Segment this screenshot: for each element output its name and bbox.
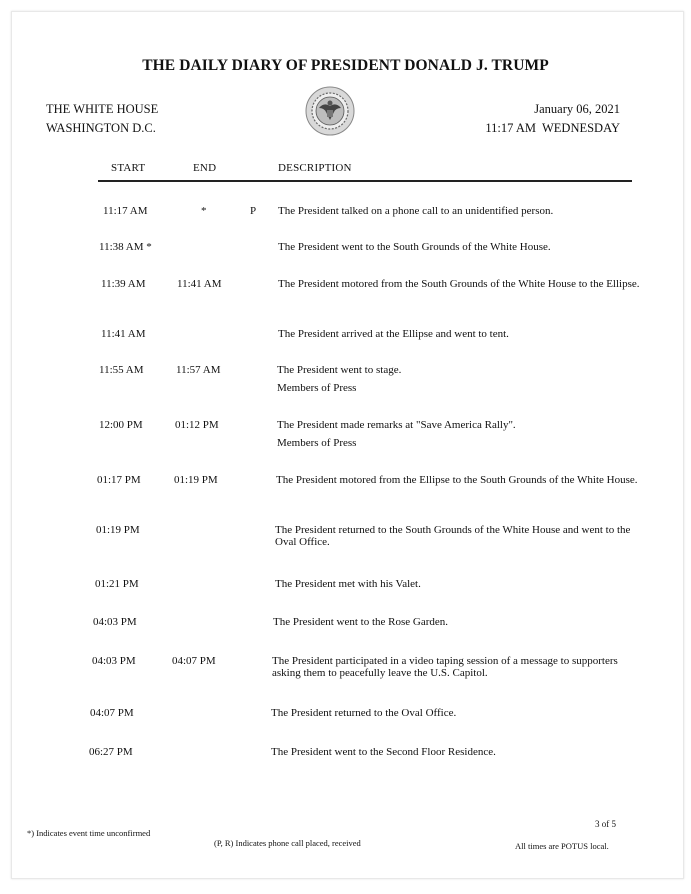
entry-description-text: The President talked on a phone call to an unidentified person. bbox=[278, 205, 554, 217]
location-line-2: WASHINGTON D.C. bbox=[46, 121, 156, 135]
column-header-start: START bbox=[111, 162, 146, 174]
entry-phone-flag: P bbox=[250, 205, 257, 217]
entry-description bbox=[278, 328, 643, 340]
entry-start-time: 11:38 AM * bbox=[99, 241, 152, 253]
entry-end-time: * bbox=[201, 205, 207, 217]
entry-description bbox=[278, 205, 643, 217]
entry-description bbox=[277, 419, 642, 449]
presidential-seal-icon bbox=[305, 86, 355, 136]
entry-end-time: 01:19 PM bbox=[174, 474, 218, 486]
entry-description-text: The President made remarks at "Save America Rally". bbox=[277, 419, 516, 431]
entry-participants: Members of Press bbox=[277, 437, 357, 449]
entry-description bbox=[272, 655, 637, 679]
entry-participants: Members of Press bbox=[277, 382, 357, 394]
entry-description bbox=[276, 474, 641, 486]
column-header-description: DESCRIPTION bbox=[278, 162, 352, 174]
diary-time-day: 11:17 AM WEDNESDAY bbox=[485, 121, 620, 135]
entry-description-text: The President participated in a video taping session of a message to supporters asking them to peacefully leave the U.S. Capitol. bbox=[272, 655, 618, 679]
entry-description bbox=[275, 524, 640, 548]
entry-end-time: 11:57 AM bbox=[176, 364, 221, 376]
diary-date: January 06, 2021 bbox=[534, 102, 620, 116]
date-block bbox=[485, 100, 620, 138]
entry-start-time: 12:00 PM bbox=[99, 419, 143, 431]
entry-description bbox=[271, 707, 636, 719]
entry-end-time: 01:12 PM bbox=[175, 419, 219, 431]
entry-start-time: 11:55 AM bbox=[99, 364, 144, 376]
entry-description-text: The President returned to the Oval Office. bbox=[271, 707, 457, 719]
column-header-end: END bbox=[193, 162, 217, 174]
page-number: 3 of 5 bbox=[595, 819, 616, 829]
entry-start-time: 04:07 PM bbox=[90, 707, 134, 719]
entry-description bbox=[273, 616, 638, 628]
entry-description-text: The President went to the Rose Garden. bbox=[273, 616, 449, 628]
entry-description-text: The President went to the South Grounds of the White House. bbox=[278, 241, 551, 253]
entry-start-time: 01:17 PM bbox=[97, 474, 141, 486]
entry-start-time: 11:17 AM bbox=[103, 205, 148, 217]
entry-description bbox=[278, 278, 643, 290]
entry-start-time: 06:27 PM bbox=[89, 746, 133, 758]
entry-description-text: The President went to stage. bbox=[277, 364, 402, 376]
entry-start-time: 11:41 AM bbox=[101, 328, 146, 340]
header-rule bbox=[98, 180, 632, 182]
location-line-1: THE WHITE HOUSE bbox=[46, 102, 159, 116]
entry-description bbox=[277, 364, 642, 394]
location-block bbox=[46, 100, 158, 138]
entry-end-time: 04:07 PM bbox=[172, 655, 216, 667]
entry-description-text: The President met with his Valet. bbox=[275, 578, 421, 590]
entry-description-text: The President arrived at the Ellipse and went to tent. bbox=[278, 328, 509, 340]
entry-description-text: The President returned to the South Grounds of the White House and went to the Oval Office. bbox=[275, 524, 631, 548]
footnote-timezone: All times are POTUS local. bbox=[515, 841, 609, 851]
entry-description bbox=[271, 746, 636, 758]
entry-description-text: The President motored from the Ellipse to the South Grounds of the White House. bbox=[276, 474, 638, 486]
entry-start-time: 04:03 PM bbox=[92, 655, 136, 667]
entry-end-time: 11:41 AM bbox=[177, 278, 222, 290]
footnote-unconfirmed: *) Indicates event time unconfirmed bbox=[27, 828, 151, 838]
entry-description bbox=[278, 241, 643, 253]
entry-start-time: 01:21 PM bbox=[95, 578, 139, 590]
footnote-phone-calls: (P, R) Indicates phone call placed, received bbox=[214, 838, 361, 848]
entry-description-text: The President motored from the South Grounds of the White House to the Ellipse. bbox=[278, 278, 640, 290]
entry-start-time: 04:03 PM bbox=[93, 616, 137, 628]
entry-description-text: The President went to the Second Floor Residence. bbox=[271, 746, 496, 758]
document-title: THE DAILY DIARY OF PRESIDENT DONALD J. TRUMP bbox=[142, 57, 549, 74]
entry-description bbox=[275, 578, 640, 590]
entry-start-time: 01:19 PM bbox=[96, 524, 140, 536]
entry-start-time: 11:39 AM bbox=[101, 278, 146, 290]
